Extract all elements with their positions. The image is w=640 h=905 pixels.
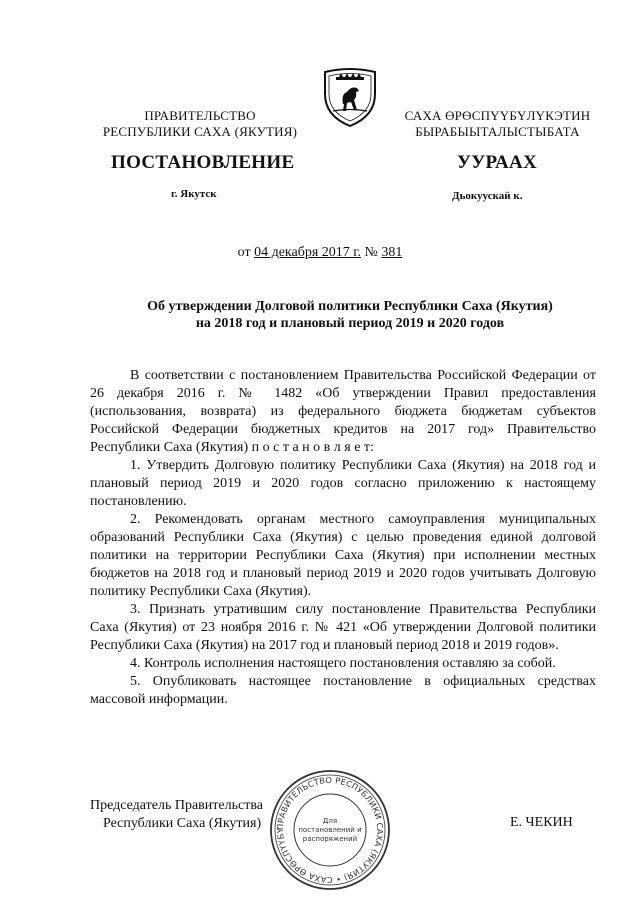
item-4-paragraph: 4. Контроль исполнения настоящего постановления оставляю за собой.	[130, 656, 556, 671]
doc-type-ru: ПОСТАНОВЛЕНИЕ	[111, 152, 295, 173]
header-left-line1: ПРАВИТЕЛЬСТВО	[144, 108, 256, 123]
city-sakha: Дьокуускай к.	[452, 190, 523, 202]
header-right-line2: БЫРАБЫЫТАЛЫСТЫБАТА	[415, 124, 580, 139]
header-right-line1: САХА ӨРӨСПҮҮБҮЛҮКЭТИН	[404, 108, 591, 123]
stamp-center-line3: распоряжений	[302, 835, 358, 843]
document-body	[90, 367, 596, 709]
document-title	[90, 298, 610, 332]
number-sign: №	[360, 245, 382, 260]
title-line1: Об утверждении Долговой политики Республики Саха (Якутия)	[147, 299, 553, 314]
coat-of-arms-icon	[319, 64, 381, 128]
header-left-line2: РЕСПУБЛИКИ САХА (ЯКУТИЯ)	[102, 124, 298, 139]
city-ru: г. Якутск	[171, 188, 217, 200]
stamp-center-line2: постановлений и	[298, 826, 362, 834]
header-left-block	[95, 108, 305, 140]
doc-type-sakha: УУРААХ	[457, 152, 538, 173]
document-number: 381	[381, 245, 403, 260]
title-line2: на 2018 год и плановый период 2019 и 2020 годов	[195, 316, 505, 331]
item-5-paragraph: 5. Опубликовать настоящее постановление в официальных средствах массовой информации.	[90, 674, 596, 707]
date-number-line	[0, 245, 640, 261]
item-1-paragraph: 1. Утвердить Долговую политику Республики Саха (Якутия) на 2018 год и плановый период 2019 и 2020 годов согласно приложению к настоящему постановлению.	[90, 458, 596, 509]
header-right-block	[390, 108, 605, 140]
signatory-position-line2: Республики Саха (Якутия)	[103, 816, 262, 831]
signatory-name: Е. ЧЕКИН	[510, 815, 573, 830]
item-2-paragraph: 2. Рекомендовать органам местного самоуправления муниципальных образований Республики Саха (Якутия) с целью проведения единой долговой политики на территории Республики Саха (Якутия) при исполнении местных бюджетов на 2018 год и плановый период 2019 и 2020 годов учитывать Долговую политику Республики Саха (Якутия).	[90, 512, 596, 599]
preamble-paragraph: В соответствии с постановлением Правительства Российской Федерации от 26 декабря 2016 г. № 1482 «Об утверждении Правил предоставления (использования, возврата) из федерального бюджета бюджетам субъектов Российской Федерации бюджетных кредитов на 2017 год» Правительство Республики Саха (Якутия) п о с т а н о в л я е т:	[90, 368, 596, 455]
item-3-paragraph: 3. Признать утратившим силу постановление Правительства Республики Саха (Якутия) от 23 ноября 2016 г. № 421 «Об утверждении Долговой политики Республики Саха (Якутия) на 2017 год и плановый период 2018 и 2019 годов».	[90, 602, 596, 653]
date-prefix: от	[237, 245, 255, 260]
official-stamp	[268, 768, 392, 892]
stamp-center-line1: Для	[322, 817, 338, 825]
signatory-position	[90, 797, 263, 833]
signatory-position-line1: Председатель Правительства	[90, 798, 263, 813]
document-date: 04 декабря 2017 г.	[254, 245, 361, 260]
stamp-ring-text: ПРАВИТЕЛЬСТВО РЕСПУБЛИКИ САХА (ЯКУТИЯ) • САХА ӨРӨСПҮҮБҮ	[274, 774, 386, 886]
